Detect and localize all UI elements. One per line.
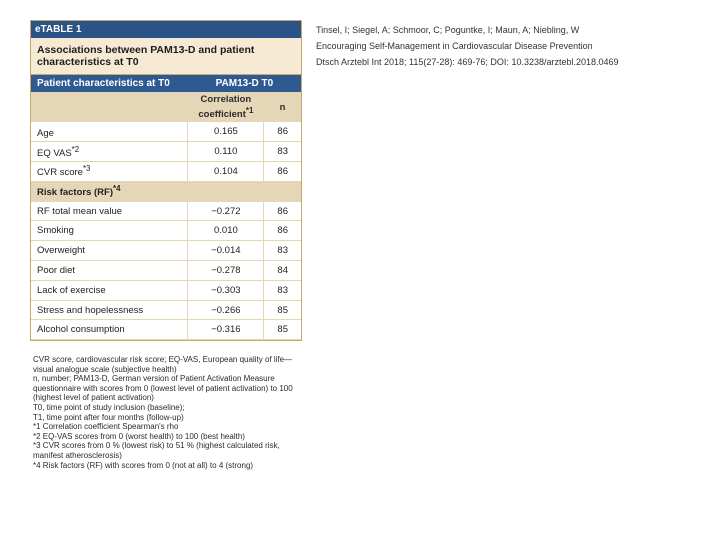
table-row bbox=[31, 221, 301, 241]
subheader-correlation: Correlation coefficient$^{*1}$ bbox=[188, 92, 264, 122]
row-n: 85 bbox=[264, 320, 301, 340]
footnote: n, number; PAM13-D, German version of Patient Activation Measure questionnaire with scores from 0 (lowest level of patient activation) to 100 (highest level of patient activation) bbox=[33, 374, 293, 403]
row-label: Poor diet bbox=[31, 261, 188, 281]
header-pam13: PAM13-D T0 bbox=[188, 75, 301, 92]
risk-factors-heading: Risk factors (RF) bbox=[37, 187, 114, 199]
row-n: 86 bbox=[264, 201, 301, 221]
row-n: 83 bbox=[264, 280, 301, 300]
row-n: 86 bbox=[264, 221, 301, 241]
table-row bbox=[31, 261, 301, 281]
etable-card bbox=[30, 20, 302, 341]
table-subheader-row bbox=[31, 92, 301, 122]
footnote: *4 Risk factors (RF) with scores from 0 (not at all) to 4 (strong) bbox=[33, 460, 254, 470]
table-row bbox=[31, 280, 301, 300]
citation-title: Encouraging Self-Management in Cardiovascular Disease Prevention bbox=[316, 41, 593, 51]
table-caption: Associations between PAM13-D and patient characteristics at T0 bbox=[31, 38, 301, 75]
table-row: EQ VAS$^{*2}$ 0.110 83 bbox=[31, 142, 301, 162]
row-corr: −0.014 bbox=[188, 241, 264, 261]
row-corr: −0.316 bbox=[188, 320, 264, 340]
row-label: Age bbox=[37, 127, 54, 139]
row-corr: 0.165 bbox=[188, 122, 264, 142]
row-n: 83 bbox=[264, 142, 301, 162]
row-n: 83 bbox=[264, 241, 301, 261]
associations-table bbox=[31, 75, 301, 340]
row-label: Smoking bbox=[31, 221, 188, 241]
row-corr: 0.010 bbox=[188, 221, 264, 241]
table-header-row bbox=[31, 75, 301, 92]
footnote: *1 Correlation coefficient Spearman's rho bbox=[33, 422, 179, 432]
table-banner: eTABLE 1 bbox=[31, 21, 301, 38]
table-row bbox=[31, 300, 301, 320]
row-label: CVR score bbox=[37, 167, 83, 179]
citation-reference: Dtsch Arztebl Int 2018; 115(27-28): 469-76; DOI: 10.3238/arztebl.2018.0469 bbox=[316, 57, 619, 67]
row-label: Stress and hopelessness bbox=[31, 300, 188, 320]
row-corr: −0.278 bbox=[188, 261, 264, 281]
row-corr: −0.303 bbox=[188, 280, 264, 300]
row-label: Overweight bbox=[31, 241, 188, 261]
row-label: Lack of exercise bbox=[31, 280, 188, 300]
footnote: T0, time point of study inclusion (baseline); bbox=[33, 402, 185, 412]
citation-authors: Tinsel, I; Siegel, A; Schmoor, C; Poguntke, I; Maun, A; Niebling, W bbox=[316, 25, 580, 35]
footnote: T1, time point after four months (follow-up) bbox=[33, 412, 184, 422]
row-corr: 0.104 bbox=[188, 162, 264, 182]
footnote: *3 CVR scores from 0 % (lowest risk) to 51 % (highest calculated risk, manifest atherosclerosis) bbox=[33, 441, 280, 460]
table-row: CVR score$^{*3}$ 0.104 86 bbox=[31, 162, 301, 182]
table-row bbox=[31, 122, 301, 142]
risk-factors-heading-row: Risk factors (RF)$^{*4}$ bbox=[31, 181, 301, 201]
row-corr: −0.272 bbox=[188, 201, 264, 221]
row-n: 86 bbox=[264, 162, 301, 182]
row-label: RF total mean value bbox=[31, 201, 188, 221]
row-n: 86 bbox=[264, 122, 301, 142]
row-n: 84 bbox=[264, 261, 301, 281]
row-corr: −0.266 bbox=[188, 300, 264, 320]
row-label: EQ VAS bbox=[37, 147, 72, 159]
table-row bbox=[31, 320, 301, 340]
row-label: Alcohol consumption bbox=[31, 320, 188, 340]
footnote: CVR score, cardiovascular risk score; EQ-VAS, European quality of life—visual analogue scale (subjective health) bbox=[33, 355, 293, 374]
subheader-n: n bbox=[264, 92, 301, 122]
row-n: 85 bbox=[264, 300, 301, 320]
table-row bbox=[31, 201, 301, 221]
row-corr: 0.110 bbox=[188, 142, 264, 162]
citation-block bbox=[316, 22, 712, 70]
table-row bbox=[31, 241, 301, 261]
table-footnotes bbox=[33, 355, 301, 470]
header-characteristics: Patient characteristics at T0 bbox=[31, 75, 188, 92]
footnote: *2 EQ-VAS scores from 0 (worst health) to 100 (best health) bbox=[33, 431, 245, 441]
